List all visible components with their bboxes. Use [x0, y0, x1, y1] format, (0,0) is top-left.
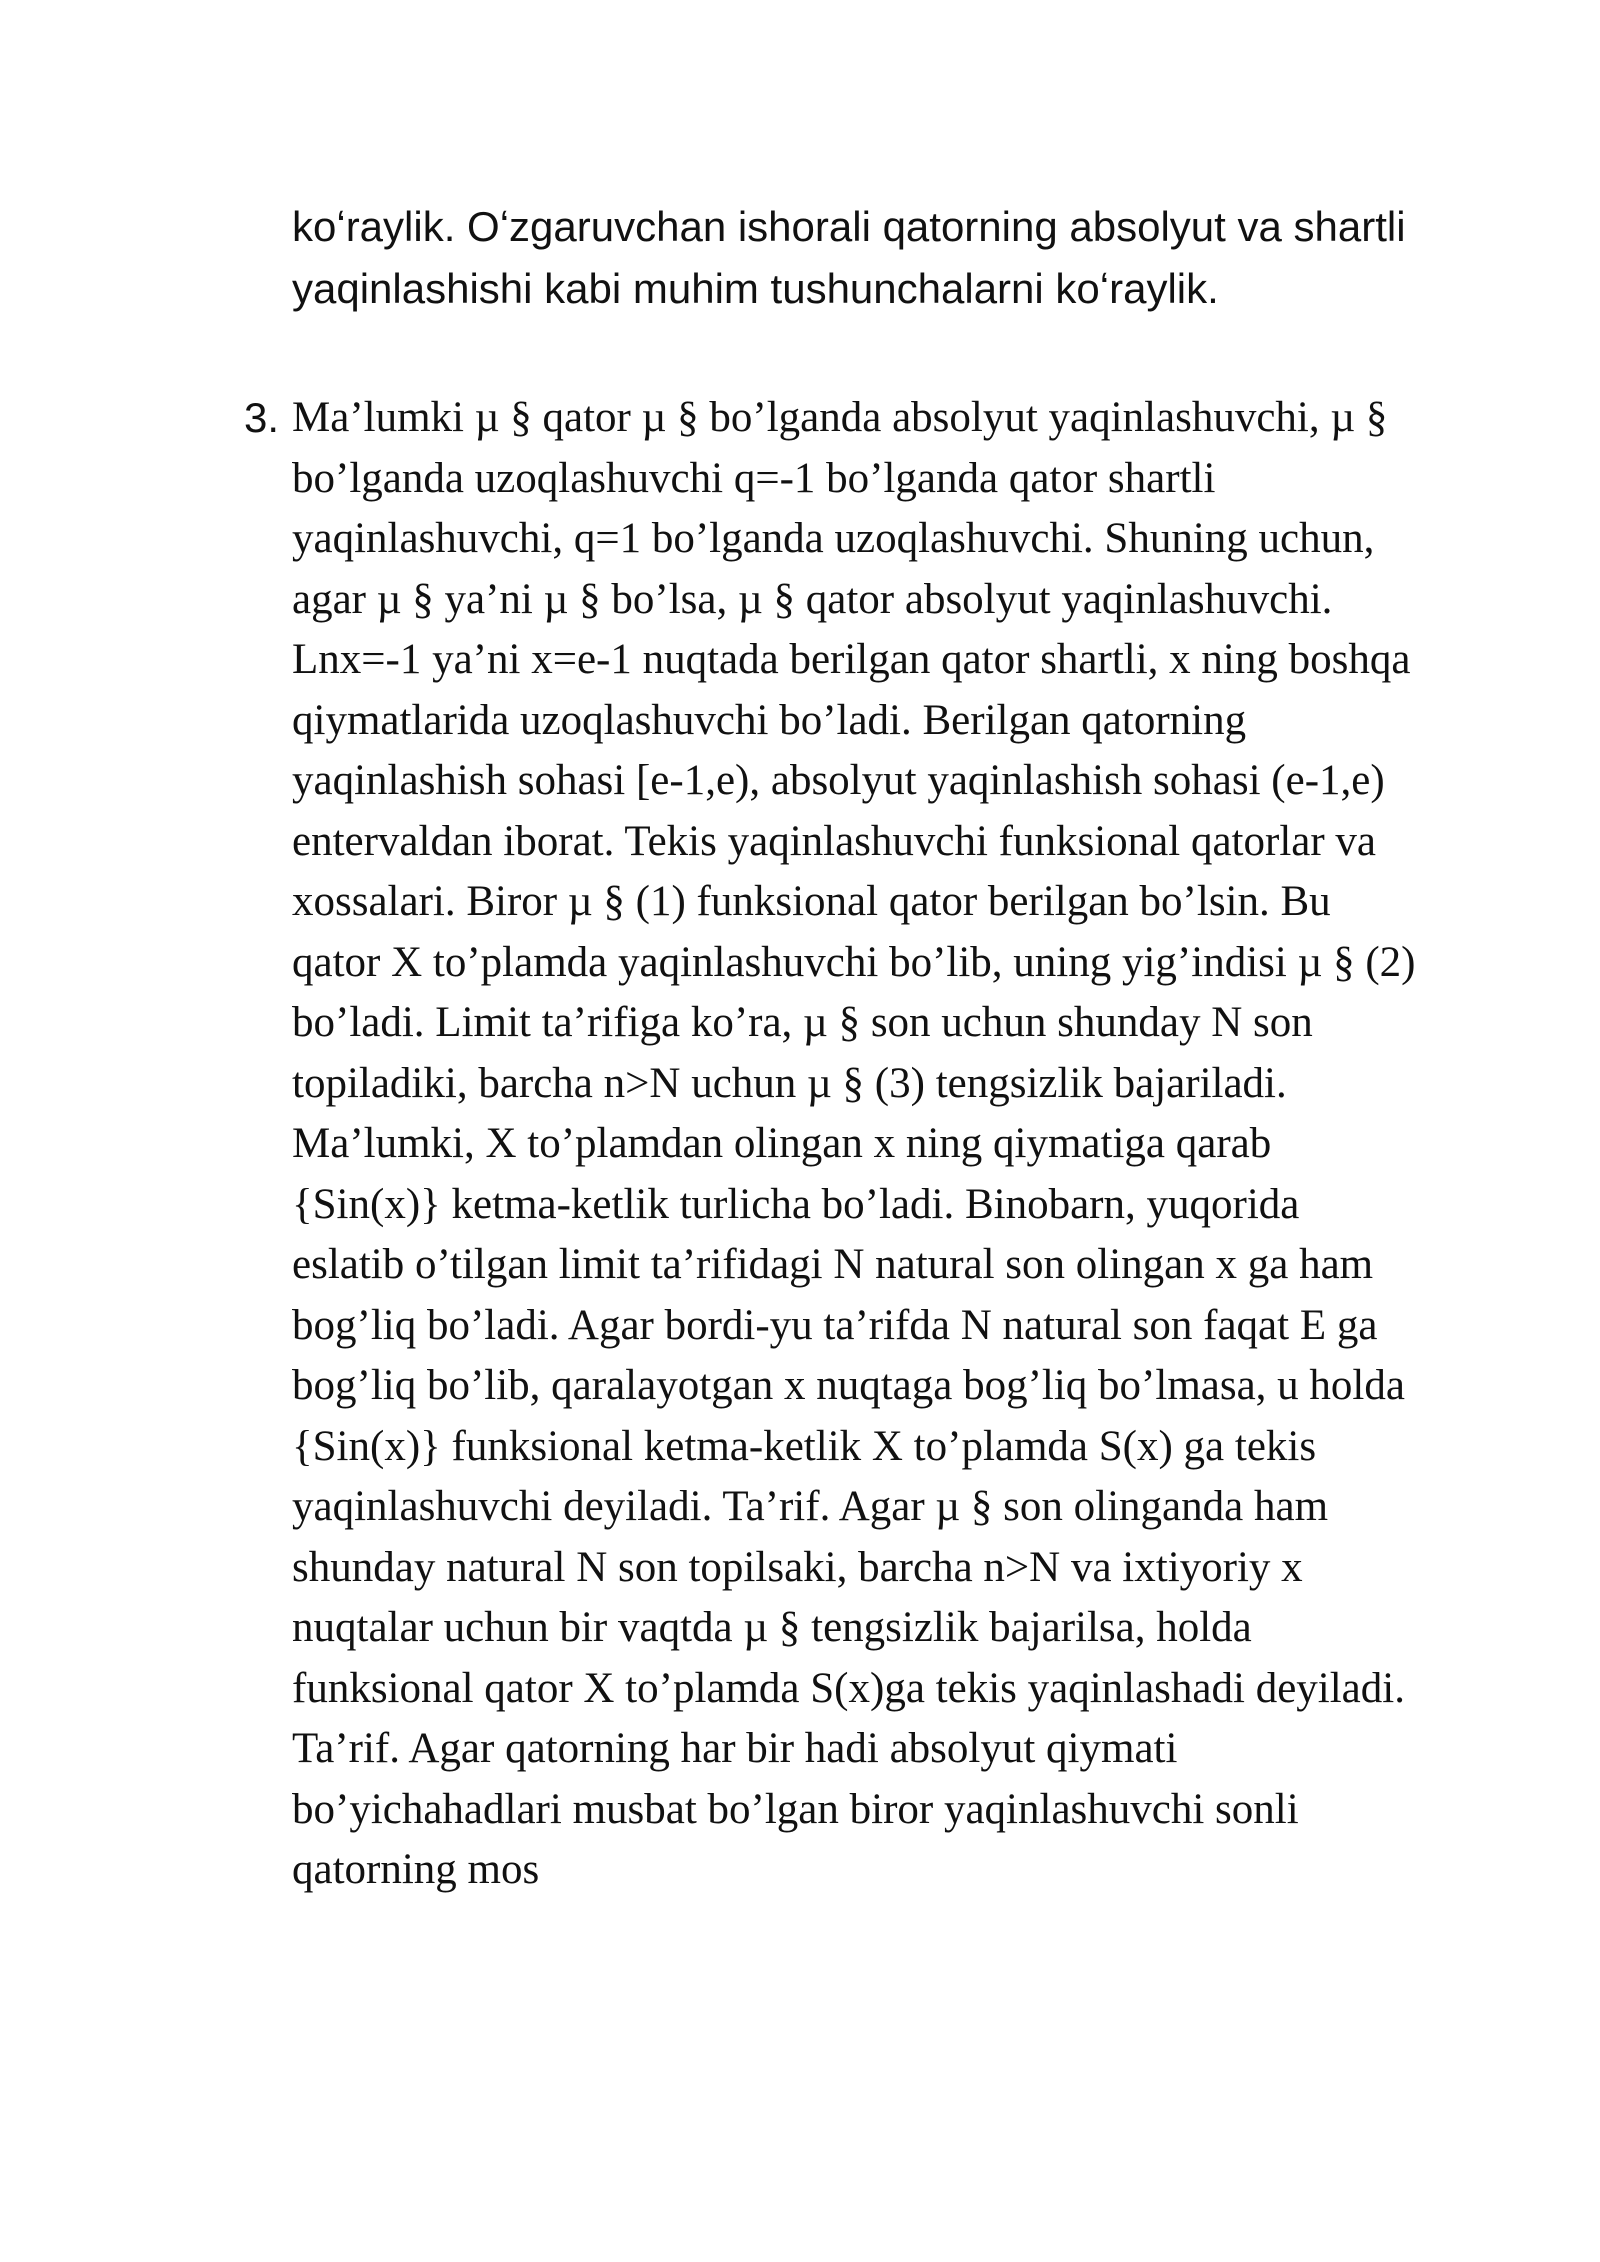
list-number: 3.: [244, 394, 280, 441]
continuation-paragraph: koʻraylik. Oʻzgaruvchan ishorali qatorning absolyut va shartli yaqinlashishi kabi muhim tushunchalarni koʻraylik.: [292, 203, 1406, 312]
list-item-text: Ma’lumki µ § qator µ § bo’lganda absolyut yaqinlashuvchi, µ § bo’lganda uzoqlashuvchi q=-1 bo’lganda qator shartli yaqinlashuvchi, q=1 bo’lganda uzoqlashuvchi. Shuning uchun, agar µ § ya’ni µ § bo’lsa, µ § qator absolyut yaqinlashuvchi. Lnx=-1 ya’ni x=e-1 nuqtada berilgan qator shartli, x ning boshqa qiymatlarida uzoqlashuvchi bo’ladi. Berilgan qatorning yaqinlashish sohasi [e-1,e), absolyut yaqinlashish sohasi (e-1,e) entervaldan iborat. Tekis yaqinlashuvchi funksional qatorlar va xossalari. Biror µ § (1) funksional qator berilgan bo’lsin. Bu qator X to’plamda yaqinlashuvchi bo’lib, uning yig’indisi µ § (2) bo’ladi. Limit ta’rifiga ko’ra, µ § son uchun shunday N son topiladiki, barcha n>N uchun µ § (3) tengsizlik bajariladi. Ma’lumki, X to’plamdan olingan x ning qiymatiga qarab {Sin(x)} ketma-ketlik turlicha bo’ladi. Binobarn, yuqorida eslatib o’tilgan limit ta’rifidagi N natural son olingan x ga ham bog’liq bo’ladi. Agar bordi-yu ta’rifda N natural son faqat E ga bog’liq bo’lib, qaralayotgan x nuqtaga bog’liq bo’lmasa, u holda {Sin(x)} funksional ketma-ketlik X to’plamda S(x) ga tekis yaqinlashuvchi deyiladi. Ta’rif. Agar µ § son olinganda ham shunday natural N son topilsaki, barcha n>N va ixtiyoriy x nuqtalar uchun bir vaqtda µ § tengsizlik bajarilsa, holda funksional qator X to’plamda S(x)ga tekis yaqinlashadi deyiladi. Ta’rif. Agar qatorning har bir hadi absolyut qiymati bo’yichahadlari musbat bo’lgan biror yaqinlashuvchi sonli qatorning mos: [292, 394, 1416, 1893]
